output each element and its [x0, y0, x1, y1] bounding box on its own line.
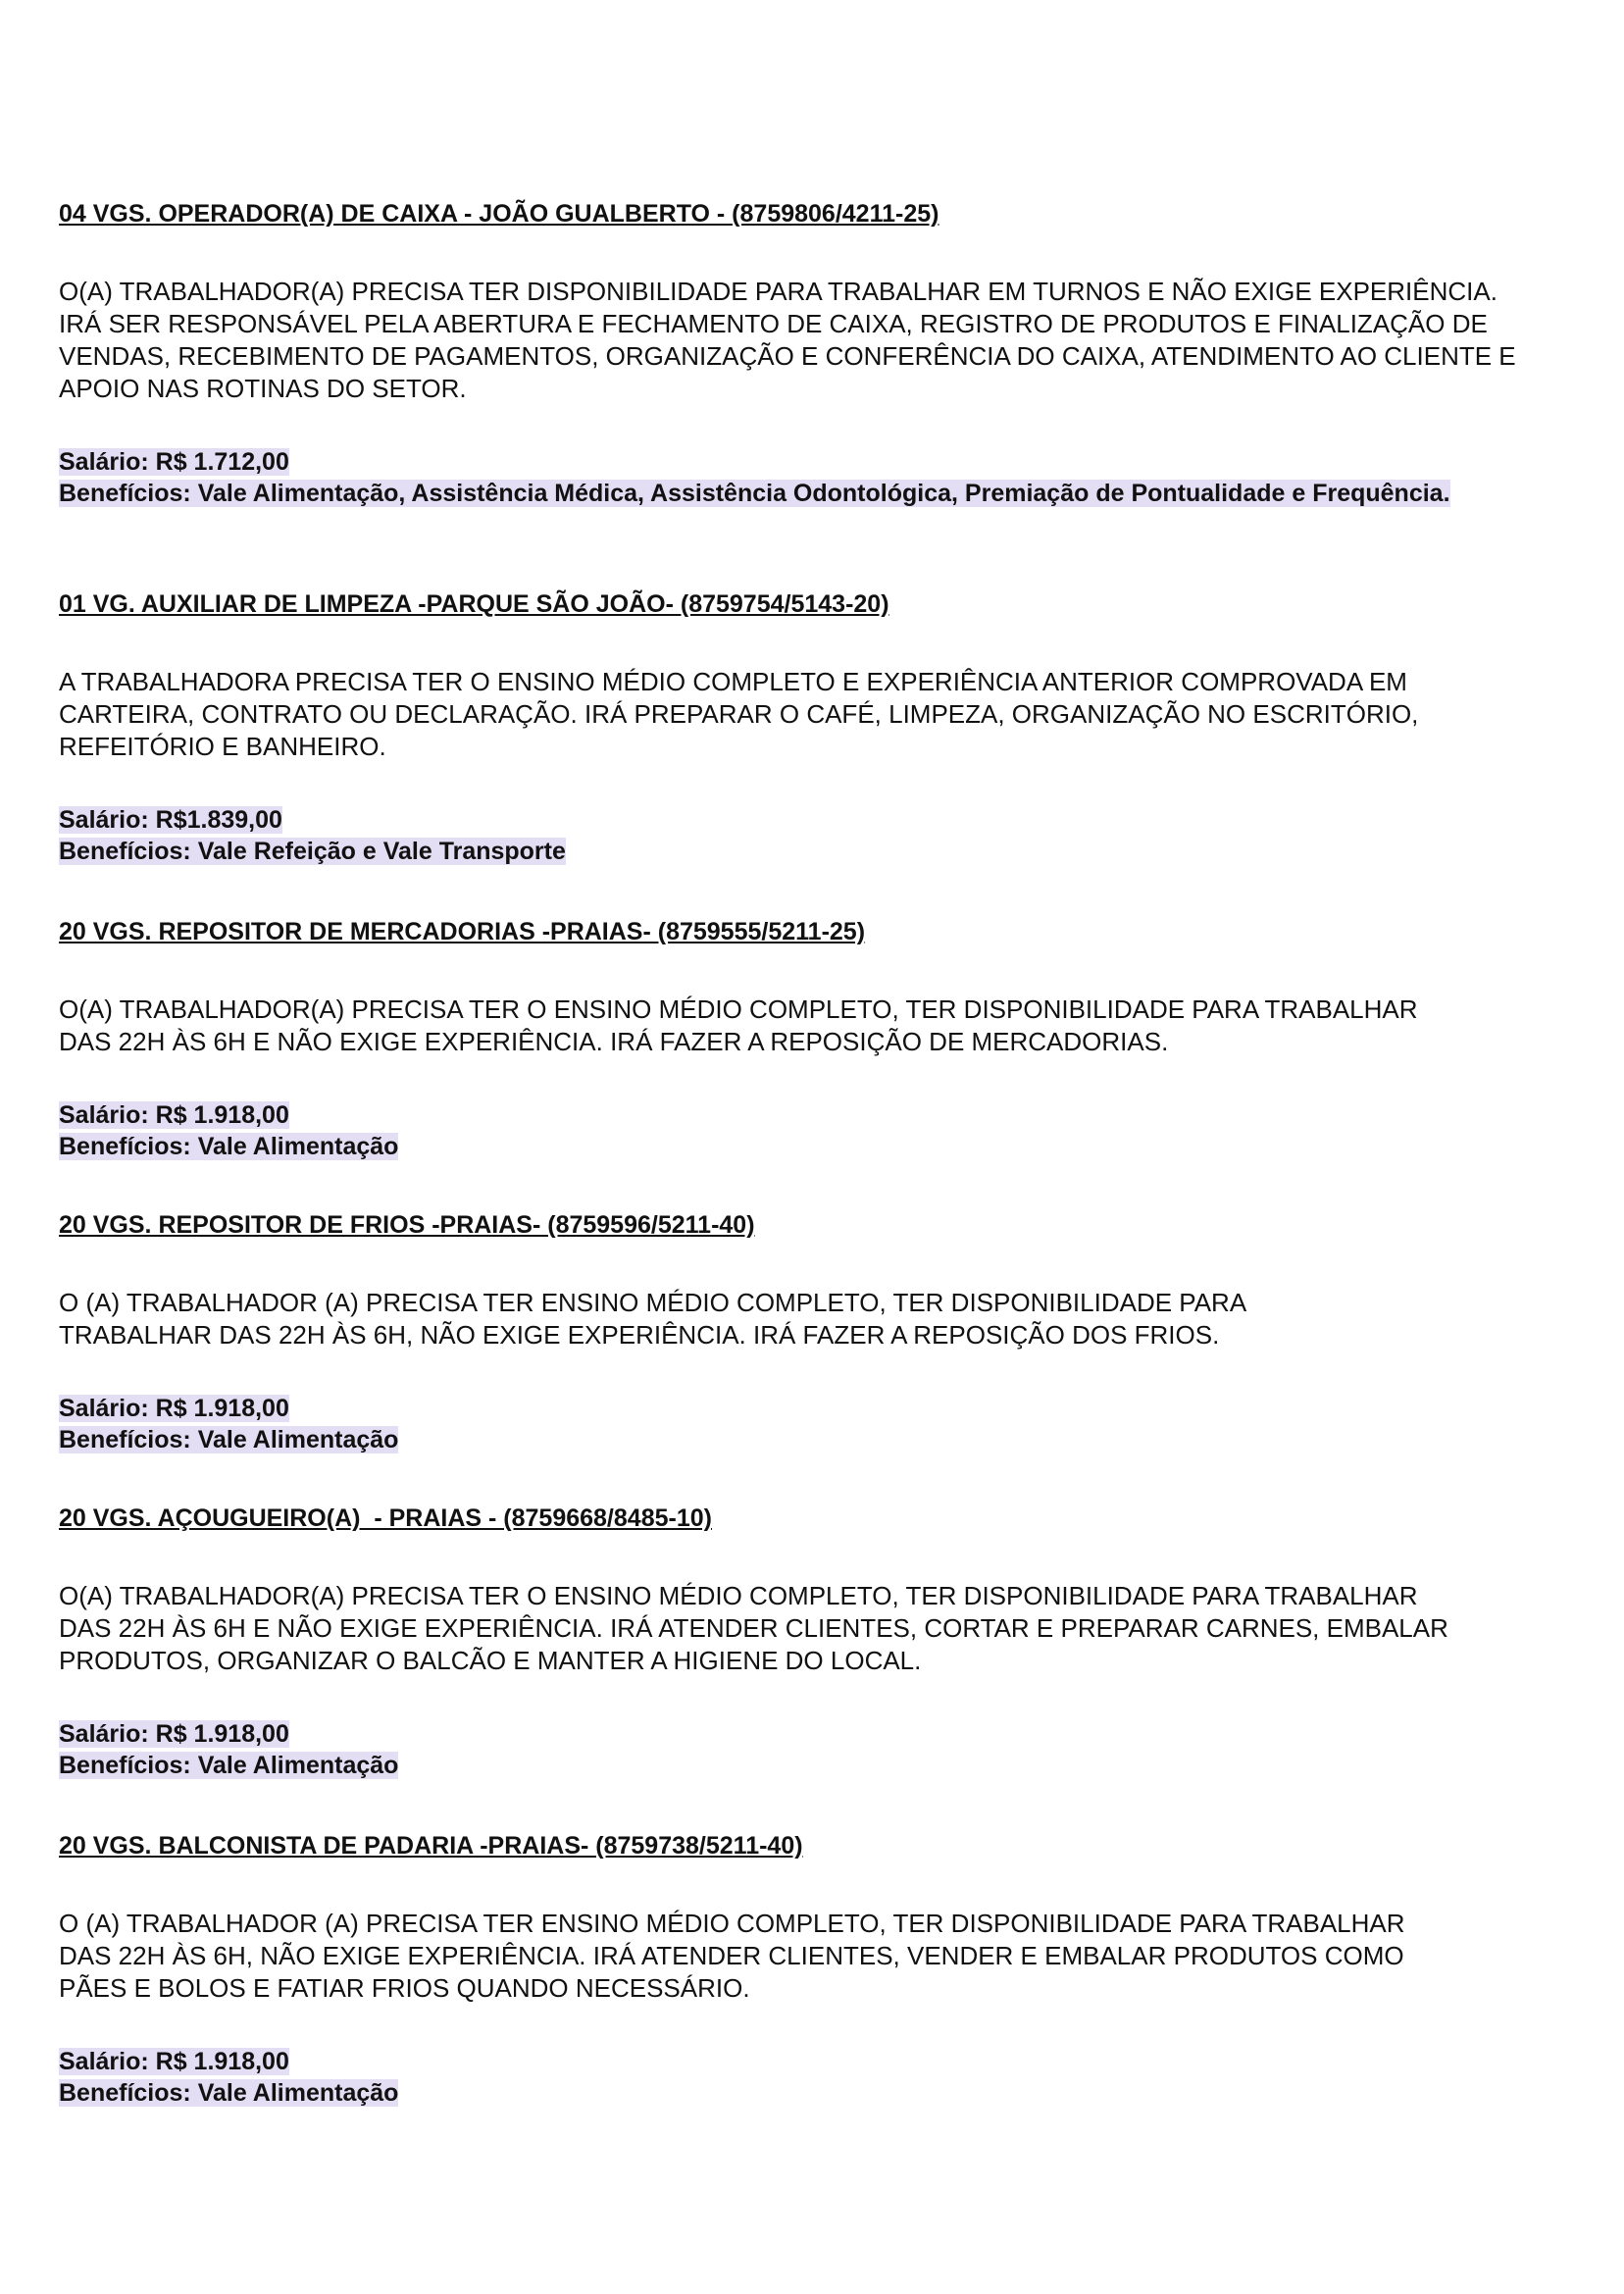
- job-title: 20 VGS. REPOSITOR DE MERCADORIAS -PRAIAS- (8759555/5211-25): [59, 918, 866, 945]
- salary-text: Salário: R$ 1.918,00: [59, 1101, 289, 1129]
- job-pay-block: [59, 2046, 1530, 2109]
- salary-text: Salário: R$ 1.712,00: [59, 448, 289, 476]
- job-title: 20 VGS. AÇOUGUEIRO(A) - PRAIAS - (8759668/8485-10): [59, 1504, 712, 1532]
- benefits-text: Benefícios: Vale Alimentação, Assistência Médica, Assistência Odontológica, Premiação de Pontualidade e Frequência.: [59, 480, 1450, 507]
- job-title: 01 VG. AUXILIAR DE LIMPEZA -PARQUE SÃO JOÃO- (8759754/5143-20): [59, 590, 889, 618]
- salary-text: Salário: R$ 1.918,00: [59, 1720, 289, 1748]
- job-listing-acougueiro: [59, 1503, 1530, 1781]
- job-listing-repositor-frios: [59, 1209, 1530, 1455]
- salary-text: Salário: R$ 1.918,00: [59, 2048, 289, 2075]
- job-title: 20 VGS. REPOSITOR DE FRIOS -PRAIAS- (8759596/5211-40): [59, 1211, 755, 1239]
- job-listing-auxiliar-limpeza: [59, 588, 1530, 867]
- job-description: A TRABALHADORA PRECISA TER O ENSINO MÉDIO COMPLETO E EXPERIÊNCIA ANTERIOR COMPROVADA EM CARTEIRA, CONTRATO OU DECLARAÇÃO. IRÁ PREPARAR O CAFÉ, LIMPEZA, ORGANIZAÇÃO NO ESCRITÓRIO, REFEITÓRIO E BANHEIRO.: [59, 667, 1419, 761]
- job-pay-block: [59, 1718, 1530, 1781]
- job-description: O (A) TRABALHADOR (A) PRECISA TER ENSINO MÉDIO COMPLETO, TER DISPONIBILIDADE PARA TRABALHAR DAS 22H ÀS 6H, NÃO EXIGE EXPERIÊNCIA. IRÁ ATENDER CLIENTES, VENDER E EMBALAR PRODUTOS COMO PÃES E BOLOS E FATIAR FRIOS QUANDO NECESSÁRIO.: [59, 1909, 1405, 2003]
- job-pay-block: [59, 1099, 1530, 1162]
- job-pay-block: [59, 1393, 1530, 1455]
- benefits-text: Benefícios: Vale Alimentação: [59, 1133, 399, 1160]
- job-description: O(A) TRABALHADOR(A) PRECISA TER O ENSINO MÉDIO COMPLETO, TER DISPONIBILIDADE PARA TRABALHAR DAS 22H ÀS 6H E NÃO EXIGE EXPERIÊNCIA. IRÁ FAZER A REPOSIÇÃO DE MERCADORIAS.: [59, 994, 1418, 1056]
- benefits-text: Benefícios: Vale Alimentação: [59, 1426, 399, 1453]
- benefits-text: Benefícios: Vale Alimentação: [59, 2079, 399, 2107]
- job-description: O (A) TRABALHADOR (A) PRECISA TER ENSINO MÉDIO COMPLETO, TER DISPONIBILIDADE PARA TRABALHAR DAS 22H ÀS 6H, NÃO EXIGE EXPERIÊNCIA. IRÁ FAZER A REPOSIÇÃO DOS FRIOS.: [59, 1288, 1245, 1350]
- job-listing-repositor-mercadorias: [59, 916, 1530, 1162]
- job-description: O(A) TRABALHADOR(A) PRECISA TER O ENSINO MÉDIO COMPLETO, TER DISPONIBILIDADE PARA TRABALHAR DAS 22H ÀS 6H E NÃO EXIGE EXPERIÊNCIA. IRÁ ATENDER CLIENTES, CORTAR E PREPARAR CARNES, EMBALAR PRODUTOS, ORGANIZAR O BALCÃO E MANTER A HIGIENE DO LOCAL.: [59, 1581, 1448, 1675]
- job-pay-block: [59, 446, 1530, 509]
- salary-text: Salário: R$1.839,00: [59, 806, 282, 834]
- job-listing-balconista-padaria: [59, 1830, 1530, 2109]
- salary-text: Salário: R$ 1.918,00: [59, 1395, 289, 1422]
- benefits-text: Benefícios: Vale Alimentação: [59, 1752, 399, 1779]
- job-description: O(A) TRABALHADOR(A) PRECISA TER DISPONIBILIDADE PARA TRABALHAR EM TURNOS E NÃO EXIGE EXPERIÊNCIA. IRÁ SER RESPONSÁVEL PELA ABERTURA E FECHAMENTO DE CAIXA, REGISTRO DE PRODUTOS E FINALIZAÇÃO DE VENDAS, RECEBIMENTO DE PAGAMENTOS, ORGANIZAÇÃO E CONFERÊNCIA DO CAIXA, ATENDIMENTO AO CLIENTE E APOIO NAS ROTINAS DO SETOR.: [59, 277, 1516, 403]
- benefits-text: Benefícios: Vale Refeição e Vale Transporte: [59, 838, 566, 865]
- job-title: 04 VGS. OPERADOR(A) DE CAIXA - JOÃO GUALBERTO - (8759806/4211-25): [59, 200, 939, 228]
- job-listing-operador-caixa: [59, 198, 1530, 509]
- job-title: 20 VGS. BALCONISTA DE PADARIA -PRAIAS- (8759738/5211-40): [59, 1832, 803, 1860]
- job-pay-block: [59, 804, 1530, 867]
